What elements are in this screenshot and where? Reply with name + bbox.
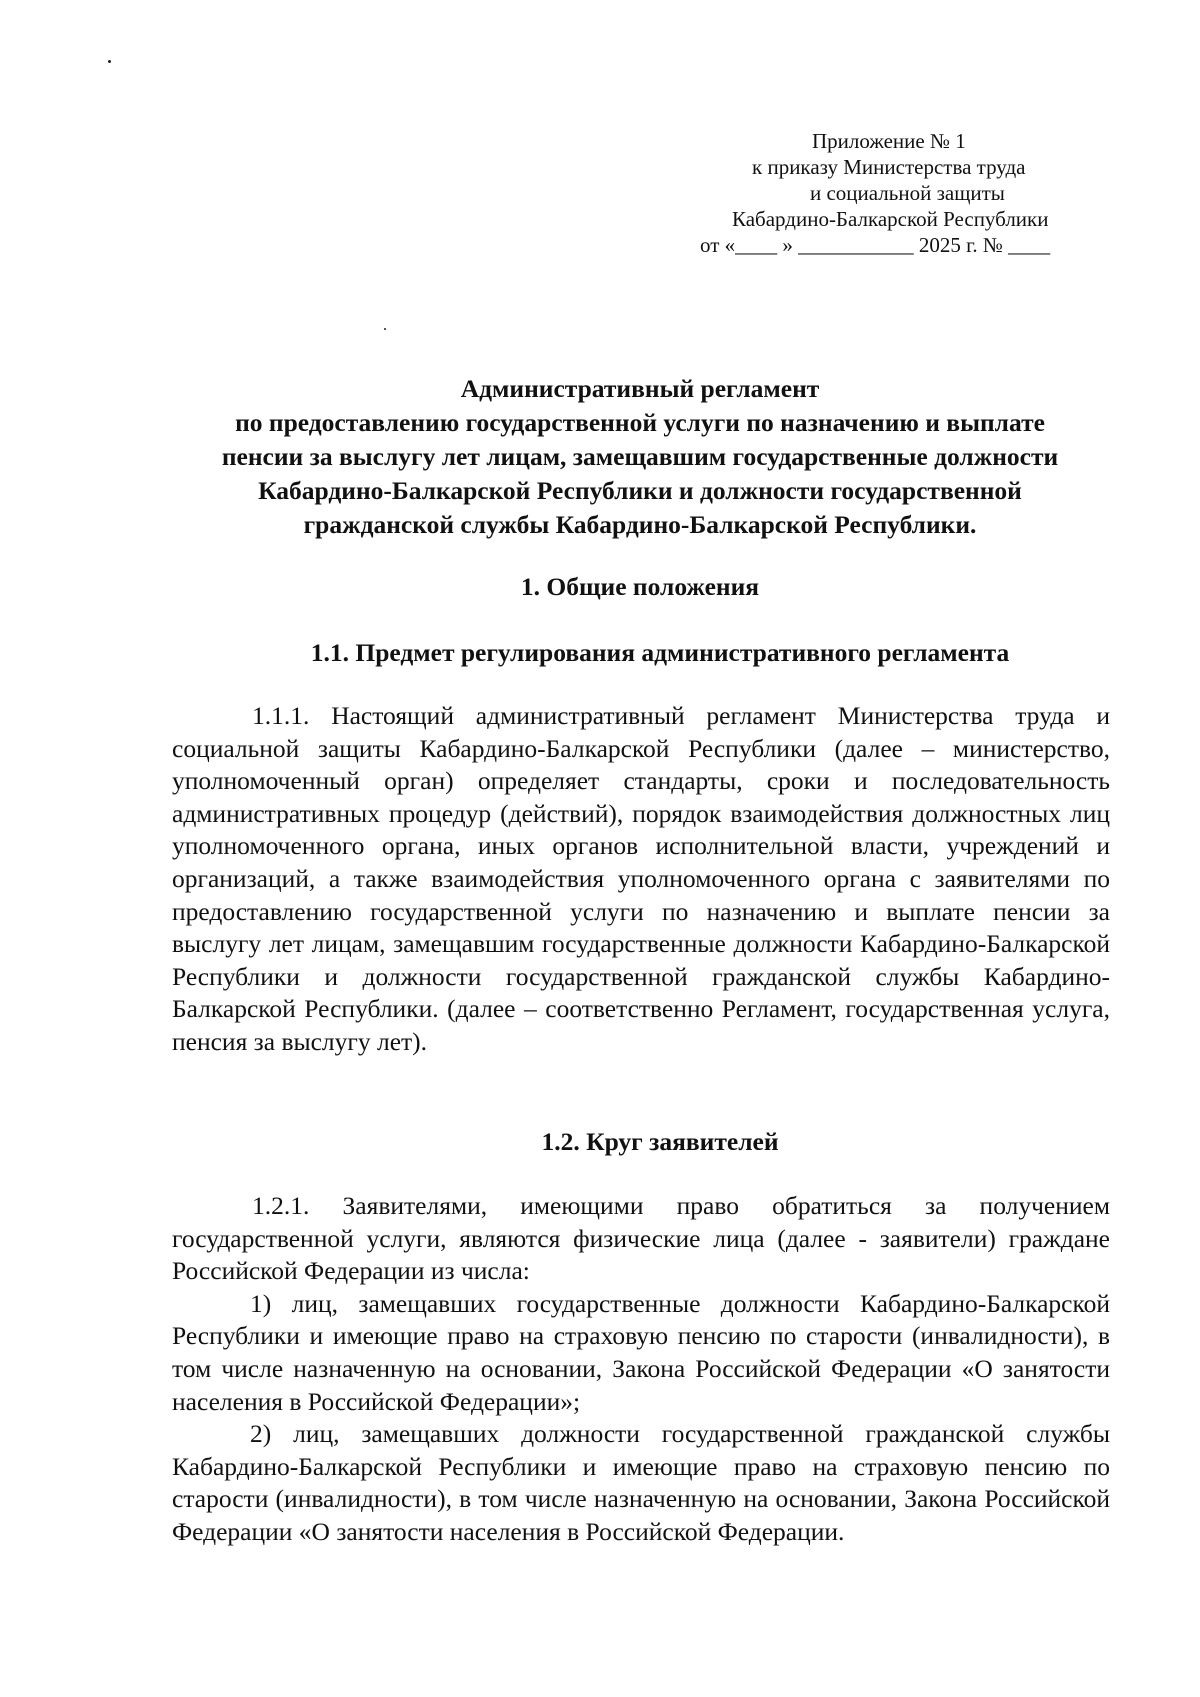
- document-title: [170, 372, 1110, 542]
- list-item: 2) лиц, замещавших должности государственной гражданской службы Кабардино-Балкарской Республики и имеющие право на страховую пенсию по старости (инвалидности), в том числе назначенную на основании, Закона Российской Федерации «О занятости населения в Российской Федерации.: [172, 1419, 1110, 1546]
- subsection-heading-subject: 1.1. Предмет регулирования административного регламента: [310, 638, 1010, 667]
- paragraph-text: 1.2.1. Заявителями, имеющими право обратиться за получением государственной услуги, являются физические лица (далее - заявители) граждане Российской Федерации из числа:: [172, 1191, 1110, 1286]
- paragraph-1-1-1: [172, 700, 1110, 1059]
- scan-speck: [108, 60, 111, 63]
- appendix-date-line: от «____ » ___________ 2025 г. № ____: [700, 233, 1051, 257]
- list-item: 1) лиц, замещавших государственные должности Кабардино-Балкарской Республики и имеющие право на страховую пенсию по старости (инвалидности), в том числе назначенную на основании, Закона Российской Федерации «О занятости населения в Российской Федерации»;: [172, 1288, 1110, 1416]
- scan-speck: [384, 328, 386, 330]
- appendix-ministry: и социальной защиты: [810, 181, 1005, 205]
- appendix-header: [700, 128, 1120, 258]
- appendix-order-ref: к приказу Министерства труда: [752, 155, 1026, 179]
- title-line: гражданской службы Кабардино-Балкарской Республики.: [303, 510, 977, 539]
- appendix-republic: Кабардино-Балкарской Республики: [732, 207, 1049, 231]
- title-line: Кабардино-Балкарской Республики и должности государственной: [258, 476, 1022, 505]
- appendix-number: Приложение № 1: [812, 129, 966, 153]
- title-line: по предоставлению государственной услуги по назначению и выплате: [235, 408, 1045, 437]
- title-line: пенсии за выслугу лет лицам, замещавшим государственные должности: [221, 442, 1059, 471]
- title-line: Административный регламент: [460, 374, 820, 403]
- paragraph-text: 1.1.1. Настоящий административный регламент Министерства труда и социальной защиты Кабардино-Балкарской Республики (далее – министерство, уполномоченный орган) определяет стандарты, сроки и последовательность административных процедур (действий), порядок взаимодействия должностных лиц уполномоченного органа, иных органов исполнительной власти, учреждений и организаций, а также взаимодействия уполномоченного органа с заявителями по предоставлению государственной услуги по назначению и выплате пенсии за выслугу лет лицам, замещавшим государственные должности Кабардино-Балкарской Республики и должности государственной гражданской службы Кабардино-Балкарской Республики. (далее – соответственно Регламент, государственная услуга, пенсия за выслугу лет).: [172, 701, 1110, 1056]
- paragraph-1-2-1: [172, 1190, 1110, 1549]
- section-heading-general: 1. Общие положения: [520, 572, 760, 601]
- subsection-heading-applicants: 1.2. Круг заявителей: [541, 1127, 779, 1156]
